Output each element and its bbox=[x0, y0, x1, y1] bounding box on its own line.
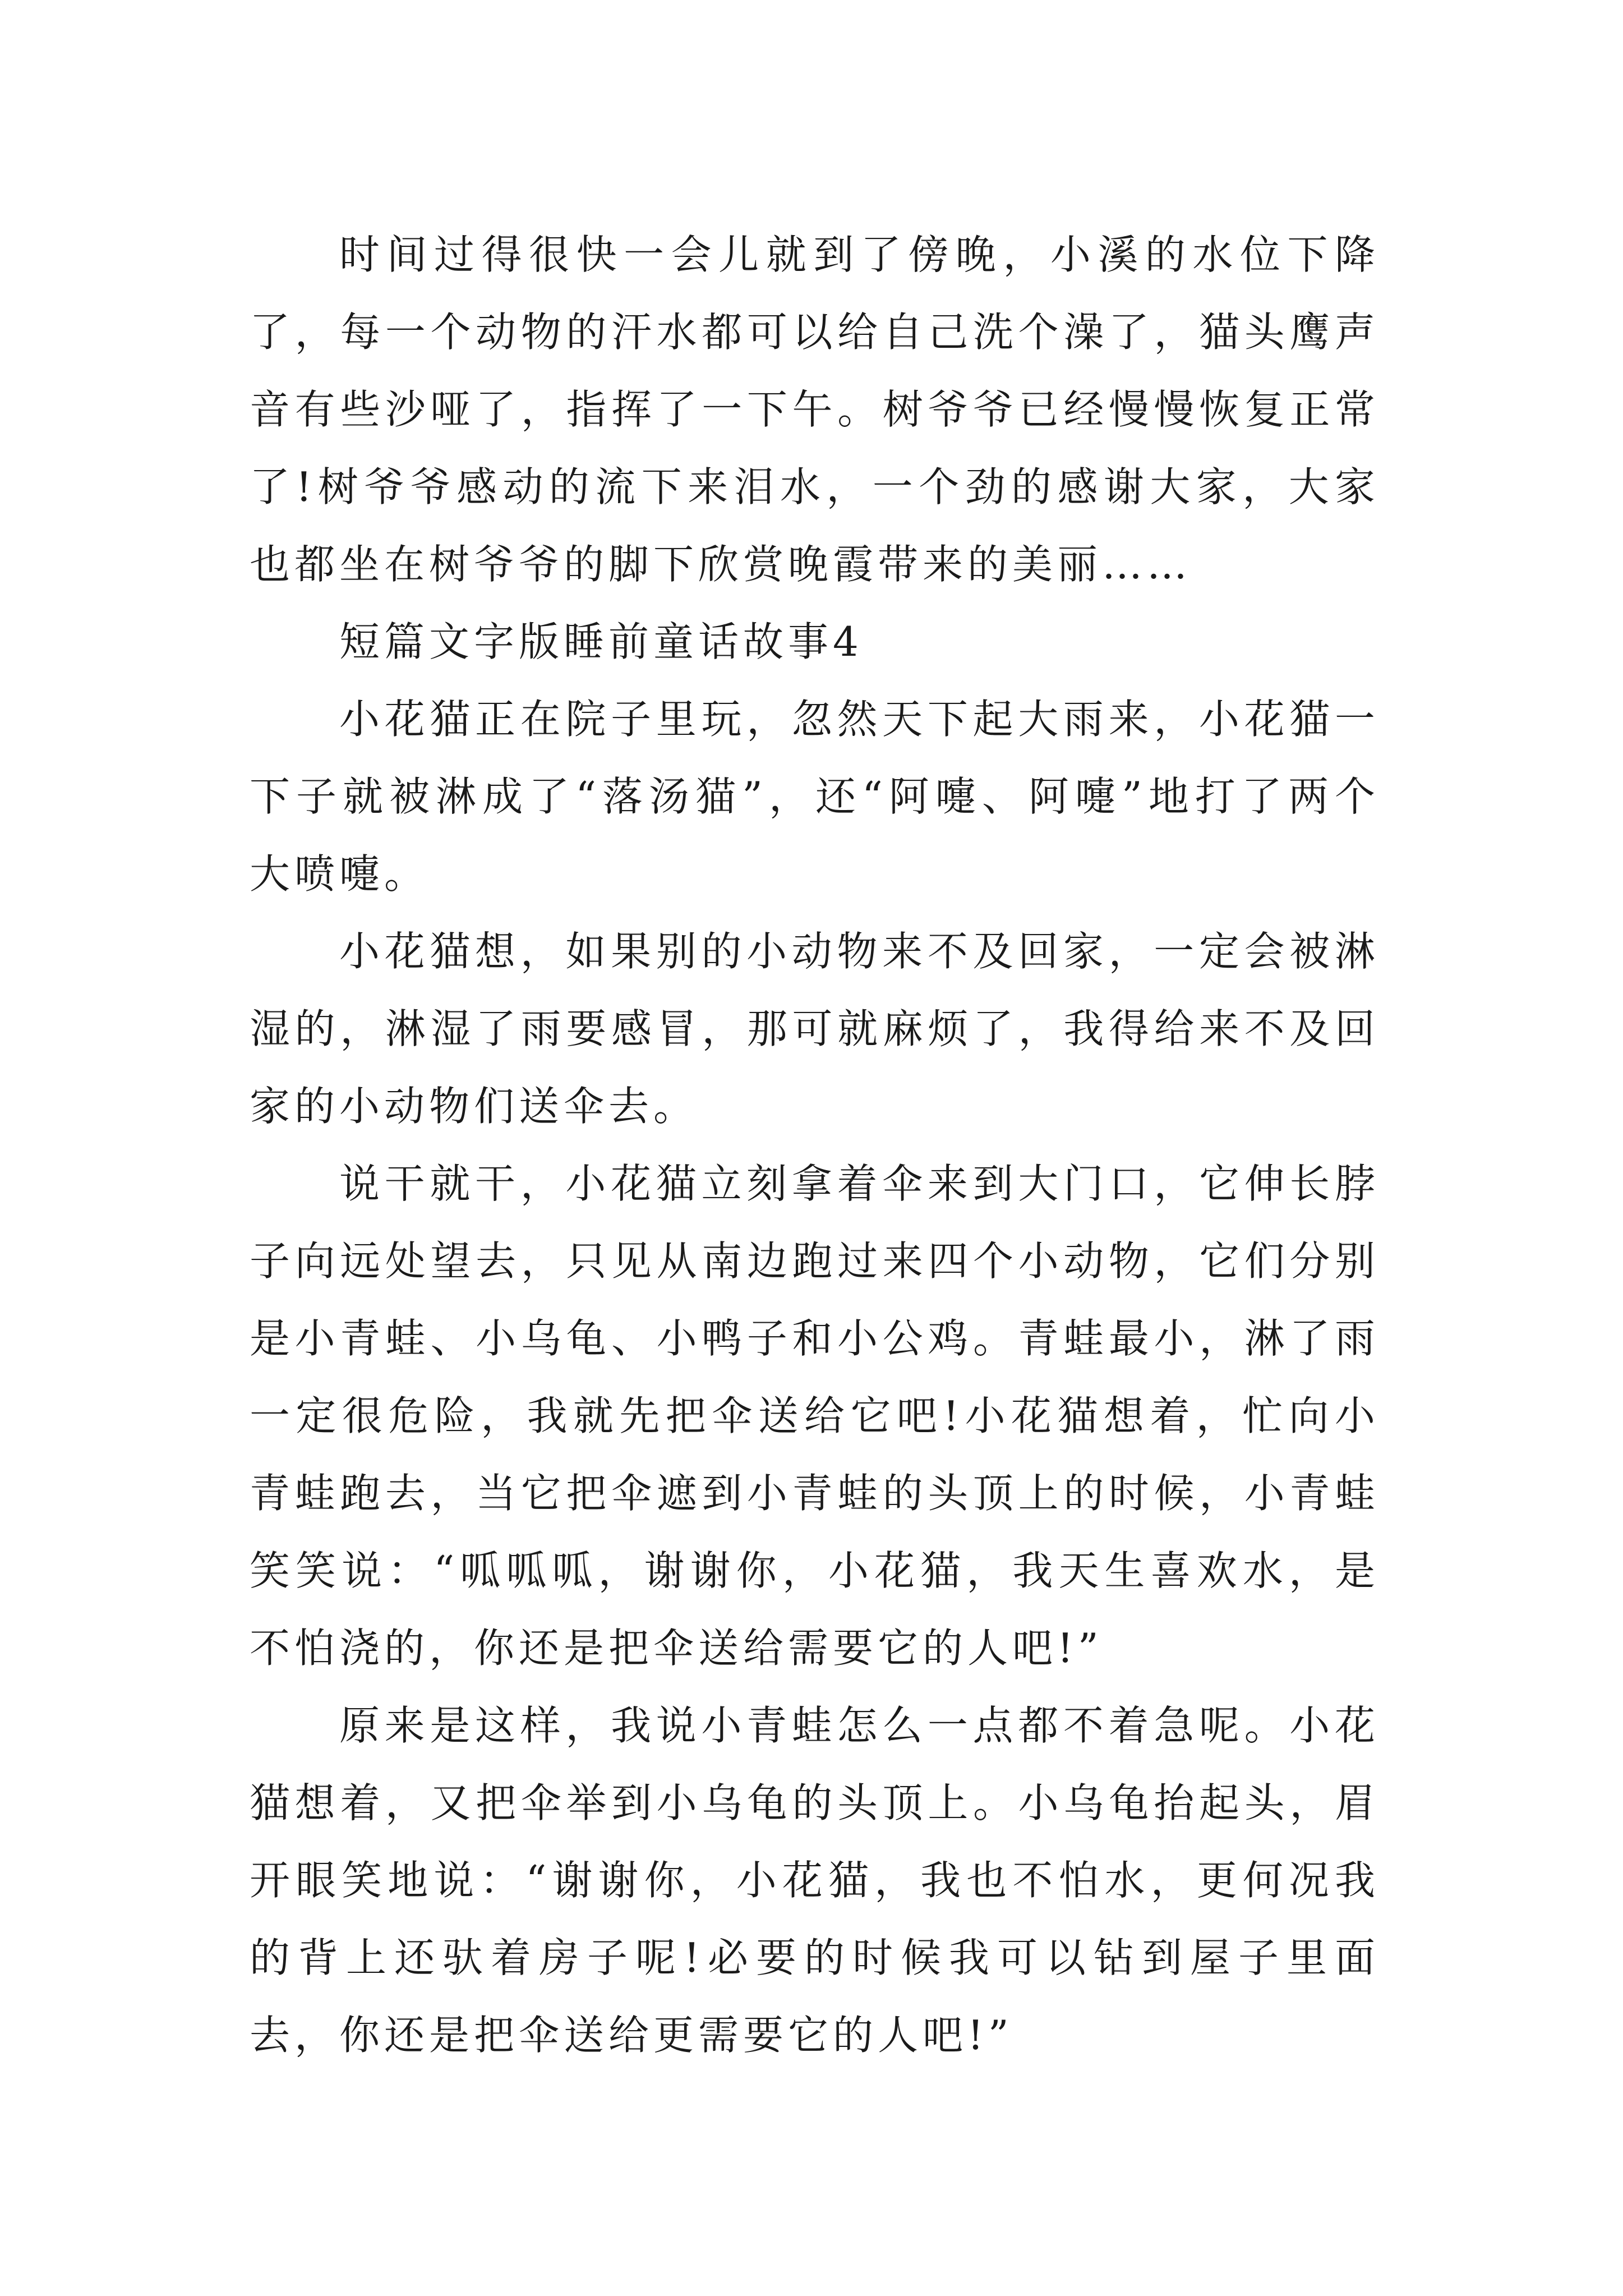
section-heading: 短篇文字版睡前童话故事4 bbox=[339, 618, 863, 665]
paragraph: 小花猫想，如果别的小动物来不及回家，一定会被淋湿的，淋湿了雨要感冒，那可就麻烦了，我得给来不及回家的小动物们送伞去。 bbox=[250, 928, 1380, 1130]
paragraph: 小花猫正在院子里玩，忽然天下起大雨来，小花猫一下子就被淋成了“落汤猫”，还“阿嚏、阿嚏”地打了两个大喷嚏。 bbox=[250, 696, 1380, 898]
paragraph: 说干就干，小花猫立刻拿着伞来到大门口，它伸长脖子向远处望去，只见从南边跑过来四个小动物，它们分别是小青蛙、小乌龟、小鸭子和小公鸡。青蛙最小，淋了雨一定很危险，我就先把伞送给它吧!小花猫想着，忙向小青蛙跑去，当它把伞遮到小青蛙的头顶上的时候，小青蛙笑笑说：“呱呱呱，谢谢你，小花猫，我天生喜欢水，是不怕浇的，你还是把伞送给需要它的人吧!” bbox=[250, 1160, 1380, 1672]
document-body bbox=[250, 216, 1380, 2074]
paragraph: 时间过得很快一会儿就到了傍晚，小溪的水位下降了，每一个动物的汗水都可以给自己洗个澡了，猫头鹰声音有些沙哑了，指挥了一下午。树爷爷已经慢慢恢复正常了!树爷爷感动的流下来泪水，一个劲的感谢大家，大家也都坐在树爷爷的脚下欣赏晚霞带来的美丽…… bbox=[250, 231, 1380, 588]
paragraph: 原来是这样，我说小青蛙怎么一点都不着急呢。小花猫想着，又把伞举到小乌龟的头顶上。小乌龟抬起头，眉开眼笑地说：“谢谢你，小花猫，我也不怕水，更何况我的背上还驮着房子呢!必要的时候我可以钻到屋子里面去，你还是把伞送给更需要它的人吧!” bbox=[250, 1702, 1380, 2059]
